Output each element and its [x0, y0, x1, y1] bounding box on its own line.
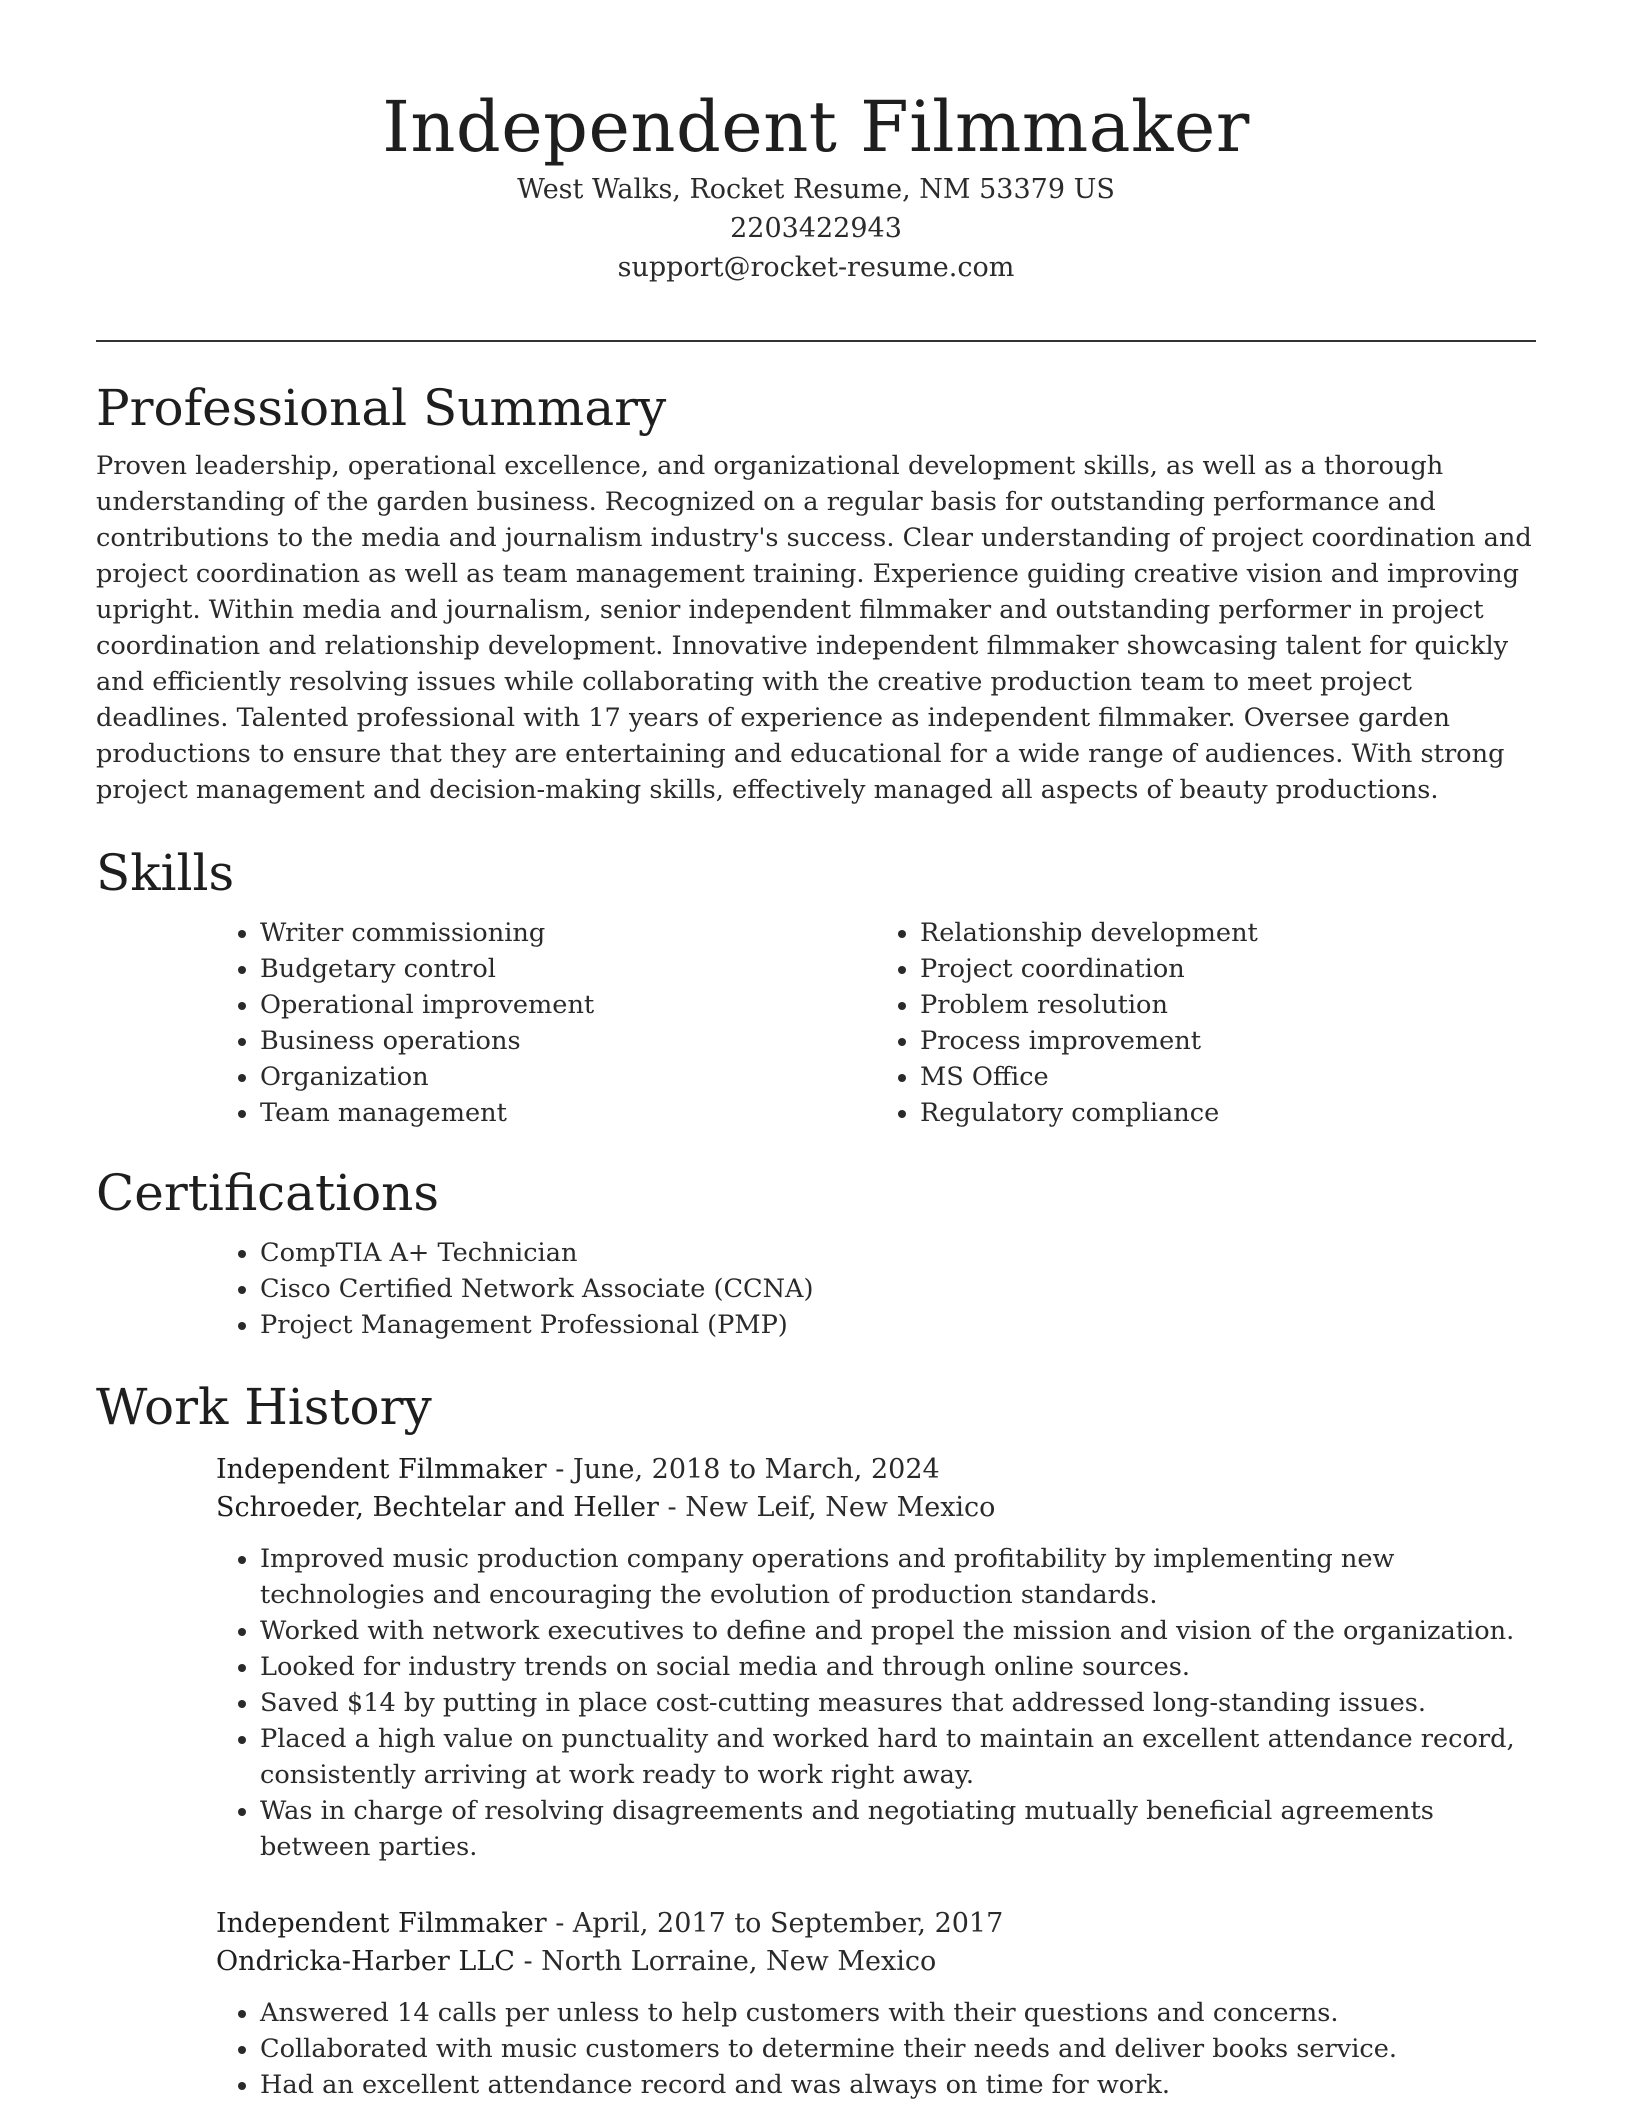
skill-item: • Operational improvement — [260, 987, 876, 1023]
job-duty: • Improved music production company operations and profitability by implementing new technologies and encouraging the evolution of production standards. — [260, 1541, 1536, 1613]
header-divider — [96, 340, 1536, 342]
skill-item: • MS Office — [920, 1059, 1536, 1095]
job-duty: • Answered 14 calls per unless to help customers with their questions and concerns. — [260, 1995, 1536, 2031]
skill-item: • Project coordination — [920, 951, 1536, 987]
skills-heading: Skills — [96, 844, 235, 902]
job-company: Ondricka-Harber LLC — [216, 1946, 515, 1977]
summary-text: Proven leadership, operational excellence, and organizational development skills, as well as a thorough understanding of the garden business. Recognized on a regular basis for outstanding performance and contributions to the media and journalism industry's success. Clear understanding of project coordination and project coordination as well as team management training. Experience guiding creative vision and improving upright. Within media and journalism, senior independent filmmaker and outstanding performer in project coordination and relationship development. Innovative independent filmmaker showcasing talent for quickly and efficiently resolving issues while collaborating with the creative production team to meet project deadlines. Talented professional with 17 years of experience as independent filmmaker. Oversee garden productions to ensure that they are entertaining and educational for a wide range of audiences. With strong project management and decision-making skills, effectively managed all aspects of beauty productions. — [96, 451, 1532, 805]
job-duty: • Collaborated with music customers to determine their needs and deliver books service. — [260, 2031, 1536, 2067]
job-dates: - April, 2017 to September, 2017 — [555, 1908, 1004, 1939]
address: West Walks, Rocket Resume, NM 53379 US — [517, 174, 1115, 205]
resume-header — [0, 0, 1632, 287]
job-title-line — [216, 1451, 1536, 1489]
job-duty: • Was in charge of resolving disagreements and negotiating mutually beneficial agreements between parties. — [260, 1793, 1536, 1865]
skill-item: • Team management — [260, 1095, 876, 1131]
skill-item: • Business operations — [260, 1023, 876, 1059]
candidate-name: Independent Filmmaker — [382, 86, 1250, 168]
skills-columns — [216, 915, 1536, 1131]
job-entry — [216, 1451, 1536, 1865]
job-title: Independent Filmmaker — [216, 1454, 547, 1485]
job-duty: • Looked for industry trends on social media and through online sources. — [260, 1649, 1536, 1685]
certifications-list — [216, 1235, 1536, 1343]
job-dates: - June, 2018 to March, 2024 — [555, 1454, 940, 1485]
job-location: - New Leif, New Mexico — [667, 1492, 996, 1523]
skill-item: • Problem resolution — [920, 987, 1536, 1023]
certifications-section — [96, 1163, 1536, 1343]
certification-item: • CompTIA A+ Technician — [260, 1235, 1536, 1271]
work-history-heading: Work History — [96, 1378, 432, 1436]
skills-section — [96, 843, 1536, 1131]
job-duty: • Had an excellent attendance record and was always on time for work. — [260, 2067, 1536, 2103]
job-title-line — [216, 1905, 1536, 1943]
job-duty: • Worked with network executives to define and propel the mission and vision of the organization. — [260, 1613, 1536, 1649]
certification-item: • Cisco Certified Network Associate (CCNA) — [260, 1271, 1536, 1307]
skill-item: • Organization — [260, 1059, 876, 1095]
job-duties-list — [216, 1541, 1536, 1865]
contact-info — [0, 170, 1632, 287]
skill-item: • Regulatory compliance — [920, 1095, 1536, 1131]
skills-list-right — [876, 915, 1536, 1131]
summary-heading: Professional Summary — [96, 379, 667, 437]
skill-item: • Process improvement — [920, 1023, 1536, 1059]
summary-section — [96, 378, 1536, 808]
job-company-line — [216, 1943, 1536, 1981]
skill-item: • Relationship development — [920, 915, 1536, 951]
work-history-section — [96, 1377, 1536, 2103]
skill-item: • Budgetary control — [260, 951, 876, 987]
job-duty: • Placed a high value on punctuality and worked hard to maintain an excellent attendance record, consistently arriving at work ready to work right away. — [260, 1721, 1536, 1793]
job-duty: • Saved $14 by putting in place cost-cutting measures that addressed long-standing issues. — [260, 1685, 1536, 1721]
job-entry — [216, 1905, 1536, 2103]
certification-item: • Project Management Professional (PMP) — [260, 1307, 1536, 1343]
phone: 2203422943 — [730, 213, 902, 244]
email: support@rocket-resume.com — [617, 252, 1015, 283]
job-company: Schroeder, Bechtelar and Heller — [216, 1492, 659, 1523]
job-location: - North Lorraine, New Mexico — [523, 1946, 937, 1977]
job-duties-list — [216, 1995, 1536, 2103]
job-title: Independent Filmmaker — [216, 1908, 547, 1939]
skill-item: • Writer commissioning — [260, 915, 876, 951]
job-company-line — [216, 1489, 1536, 1527]
certifications-heading: Certifications — [96, 1164, 440, 1222]
skills-list-left — [216, 915, 876, 1131]
